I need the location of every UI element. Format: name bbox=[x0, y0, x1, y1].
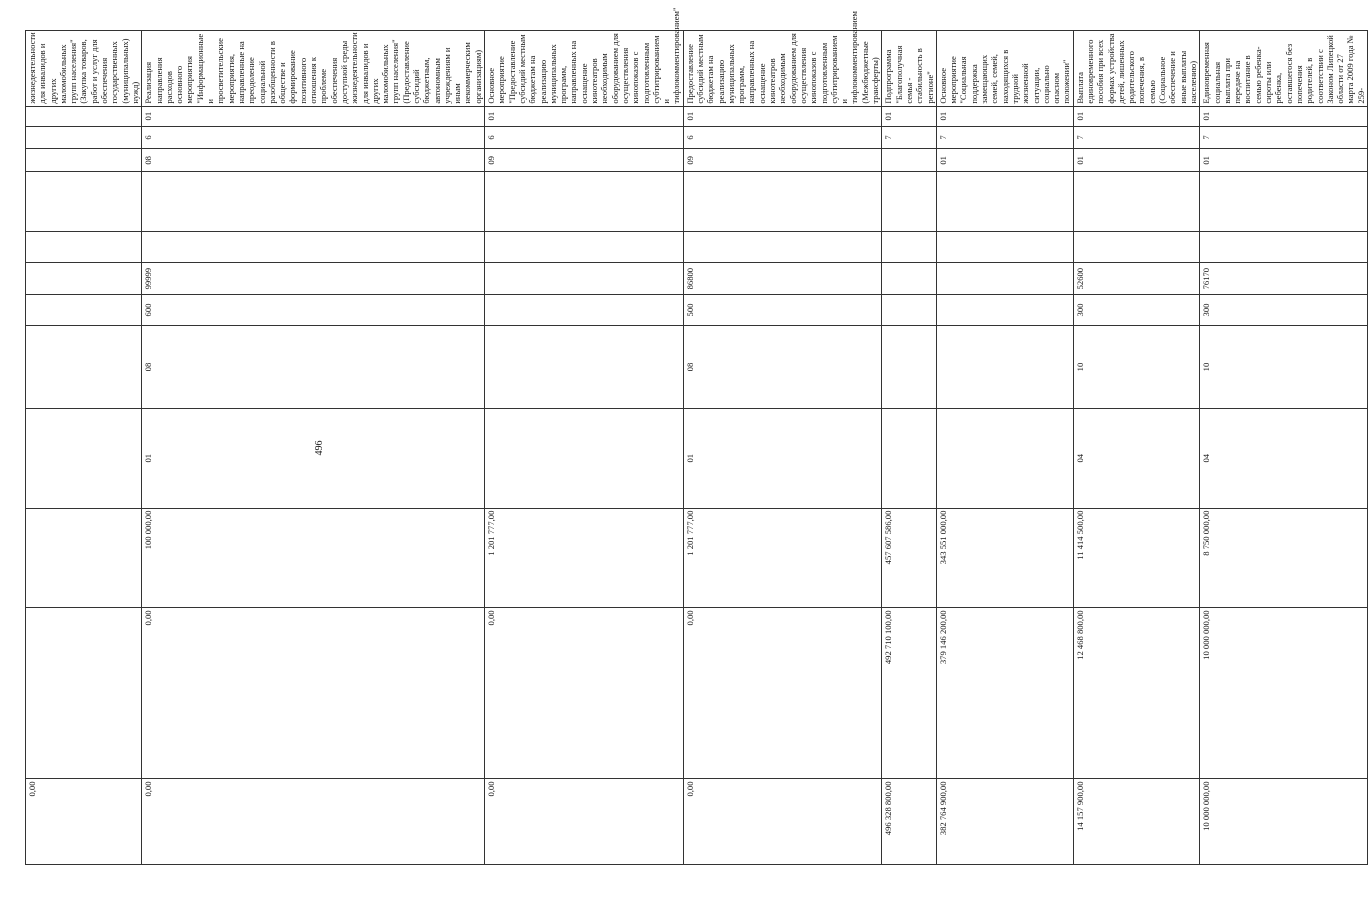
value-2024-cell: 0,00 bbox=[26, 779, 142, 865]
value-2024-cell: 10 000 000,00 bbox=[1200, 779, 1368, 865]
section-code-cell bbox=[485, 326, 684, 409]
empty-cell bbox=[882, 232, 936, 263]
value-2022-cell: 1 201 777,00 bbox=[683, 508, 882, 608]
value-2024-cell: 0,00 bbox=[485, 779, 684, 865]
row-name-cell: Реализация направления расходов основного мероприятия "Информационные и просветительские мероприятия, направленные на преодоление социальной разобщенности в обществе и формирование позитивного отношения к проблеме обеспечения доступной среды жизнедеятельности для инвалидов и других маломобильных групп населения" (Предоставление субсидий бюджетным, автономным учреждениям и иным некоммерческим организациям) bbox=[142, 31, 485, 107]
page-number: 496 bbox=[314, 440, 325, 456]
value-2022-cell: 100 000,00 bbox=[142, 508, 485, 608]
row-name-cell: Подпрограмма "Благополучная семья - стабильность в регионе" bbox=[882, 31, 936, 107]
empty-cell bbox=[882, 172, 936, 232]
event-code-cell: 01 bbox=[936, 149, 1073, 172]
table-row bbox=[26, 31, 142, 865]
empty-cell bbox=[936, 232, 1073, 263]
subprogram-code-cell: 6 bbox=[485, 126, 684, 149]
event-code-cell: 01 bbox=[1200, 149, 1368, 172]
section-code-cell: 10 bbox=[1200, 326, 1368, 409]
table-body bbox=[26, 7, 1368, 865]
empty-cell bbox=[1073, 172, 1200, 232]
program-code-cell: 01 bbox=[485, 106, 684, 126]
subsection-code-cell bbox=[485, 408, 684, 508]
expense-type-code-cell bbox=[485, 294, 684, 325]
table-row bbox=[882, 31, 936, 865]
direction-code-cell bbox=[936, 263, 1073, 294]
subsection-code-cell: 01 bbox=[683, 408, 882, 508]
subsection-code-cell: 01 bbox=[142, 408, 485, 508]
event-code-cell: 09 bbox=[485, 149, 684, 172]
expense-type-code-cell bbox=[26, 294, 142, 325]
table-row bbox=[1200, 31, 1368, 865]
row-name-cell: Предоставление субсидий местным бюджетам на реализацию муниципальных программ, направленных на оснащение кинотеатров необходимым оборудованием для осуществления кинопоказов с подготовленным субтитрированием и тифлокомментированием (Межбюджетные трансферты) bbox=[683, 31, 882, 107]
direction-code-cell bbox=[485, 263, 684, 294]
empty-cell bbox=[1200, 172, 1368, 232]
subprogram-code-cell: 7 bbox=[1200, 126, 1368, 149]
value-2023-cell: 12 468 800,00 bbox=[1073, 608, 1200, 779]
subprogram-code-cell: 6 bbox=[683, 126, 882, 149]
subprogram-code-cell: 7 bbox=[1073, 126, 1200, 149]
empty-cell bbox=[683, 172, 882, 232]
event-code-cell bbox=[26, 149, 142, 172]
program-code-cell: 01 bbox=[683, 106, 882, 126]
subsection-code-cell bbox=[882, 408, 936, 508]
section-code-cell bbox=[26, 326, 142, 409]
subsection-code-cell: 04 bbox=[1200, 408, 1368, 508]
row-name-cell: жизнедеятельности для инвалидов и других маломобильных групп населения" (Закупка товаров, работ и услуг для обеспечения государственных (муниципальных) нужд) bbox=[26, 31, 142, 107]
empty-cell bbox=[485, 172, 684, 232]
direction-code-cell: 76170 bbox=[1200, 263, 1368, 294]
value-2024-cell: 496 328 800,00 bbox=[882, 779, 936, 865]
program-code-cell: 01 bbox=[1200, 106, 1368, 126]
expense-type-code-cell: 300 bbox=[1200, 294, 1368, 325]
empty-cell bbox=[142, 172, 485, 232]
program-code-cell: 01 bbox=[882, 106, 936, 126]
expense-type-code-cell: 500 bbox=[683, 294, 882, 325]
subprogram-code-cell: 7 bbox=[882, 126, 936, 149]
value-2024-cell: 14 157 900,00 bbox=[1073, 779, 1200, 865]
subprogram-code-cell: 7 bbox=[936, 126, 1073, 149]
table-row bbox=[683, 31, 882, 865]
subsection-code-cell bbox=[936, 408, 1073, 508]
subprogram-code-cell bbox=[26, 126, 142, 149]
value-2022-cell: 343 551 000,00 bbox=[936, 508, 1073, 608]
direction-code-cell: 52600 bbox=[1073, 263, 1200, 294]
empty-cell bbox=[26, 172, 142, 232]
program-code-cell: 01 bbox=[936, 106, 1073, 126]
section-code-cell: 08 bbox=[142, 326, 485, 409]
program-code-cell: 01 bbox=[142, 106, 485, 126]
subprogram-code-cell: 6 bbox=[142, 126, 485, 149]
value-2023-cell: 0,00 bbox=[683, 608, 882, 779]
event-code-cell bbox=[882, 149, 936, 172]
value-2022-cell bbox=[26, 508, 142, 608]
value-2023-cell bbox=[26, 608, 142, 779]
value-2024-cell: 0,00 bbox=[142, 779, 485, 865]
section-code-cell: 08 bbox=[683, 326, 882, 409]
row-name-cell: Основное мероприятие "Социальная поддержка замещающих семей, семей, находящихся в трудной жизненной ситуации, социально опасном положении" bbox=[936, 31, 1073, 107]
program-code-cell: 01 bbox=[1073, 106, 1200, 126]
event-code-cell: 01 bbox=[1073, 149, 1200, 172]
table-row bbox=[1073, 31, 1200, 865]
value-2023-cell: 0,00 bbox=[485, 608, 684, 779]
value-2023-cell: 379 146 200,00 bbox=[936, 608, 1073, 779]
empty-cell bbox=[142, 232, 485, 263]
value-2022-cell: 1 201 777,00 bbox=[485, 508, 684, 608]
empty-cell bbox=[1200, 232, 1368, 263]
direction-code-cell bbox=[26, 263, 142, 294]
expense-type-code-cell bbox=[882, 294, 936, 325]
row-name-cell: Единовременная социальная выплата при передаче на воспитание в семью ребенка-сироты или ребенка, оставшегося без попечения родителей, в соответствии с Законом Липецкой области от 27 марта 2009 года № 259- bbox=[1200, 31, 1368, 107]
value-2022-cell: 8 750 000,00 bbox=[1200, 508, 1368, 608]
row-name-cell: Основное мероприятие "Предоставление субсидий местным бюджетам на реализацию муниципальных программ, направленных на оснащение кинотеатров необходимым оборудованием для осуществления кинопоказов с подготовленным субтитрированием и тифлокомментированием" bbox=[485, 31, 684, 107]
value-2022-cell: 457 607 586,00 bbox=[882, 508, 936, 608]
direction-code-cell: 86800 bbox=[683, 263, 882, 294]
direction-code-cell bbox=[882, 263, 936, 294]
empty-cell bbox=[1073, 232, 1200, 263]
expense-type-code-cell bbox=[936, 294, 1073, 325]
table-row bbox=[485, 31, 684, 865]
value-2023-cell: 492 710 100,00 bbox=[882, 608, 936, 779]
subsection-code-cell: 04 bbox=[1073, 408, 1200, 508]
empty-cell bbox=[936, 172, 1073, 232]
event-code-cell: 08 bbox=[142, 149, 485, 172]
value-2023-cell: 10 000 000,00 bbox=[1200, 608, 1368, 779]
expense-type-code-cell: 300 bbox=[1073, 294, 1200, 325]
row-name-cell: Выплата единовременного пособия при всех формах устройства детей, лишенных родительского попечения, в семью (Социальное обеспечение и иные выплаты населению) bbox=[1073, 31, 1200, 107]
empty-cell bbox=[683, 232, 882, 263]
table-row bbox=[936, 31, 1073, 865]
section-code-cell: 10 bbox=[1073, 326, 1200, 409]
subsection-code-cell bbox=[26, 408, 142, 508]
section-code-cell bbox=[936, 326, 1073, 409]
program-code-cell bbox=[26, 106, 142, 126]
rotated-page bbox=[25, 7, 1366, 865]
value-2024-cell: 0,00 bbox=[683, 779, 882, 865]
table-row bbox=[142, 31, 485, 865]
empty-cell bbox=[26, 232, 142, 263]
budget-table bbox=[25, 7, 1368, 865]
value-2023-cell: 0,00 bbox=[142, 608, 485, 779]
section-code-cell bbox=[882, 326, 936, 409]
value-2024-cell: 382 764 900,00 bbox=[936, 779, 1073, 865]
value-2022-cell: 11 414 500,00 bbox=[1073, 508, 1200, 608]
direction-code-cell: 99999 bbox=[142, 263, 485, 294]
event-code-cell: 09 bbox=[683, 149, 882, 172]
empty-cell bbox=[485, 232, 684, 263]
expense-type-code-cell: 600 bbox=[142, 294, 485, 325]
